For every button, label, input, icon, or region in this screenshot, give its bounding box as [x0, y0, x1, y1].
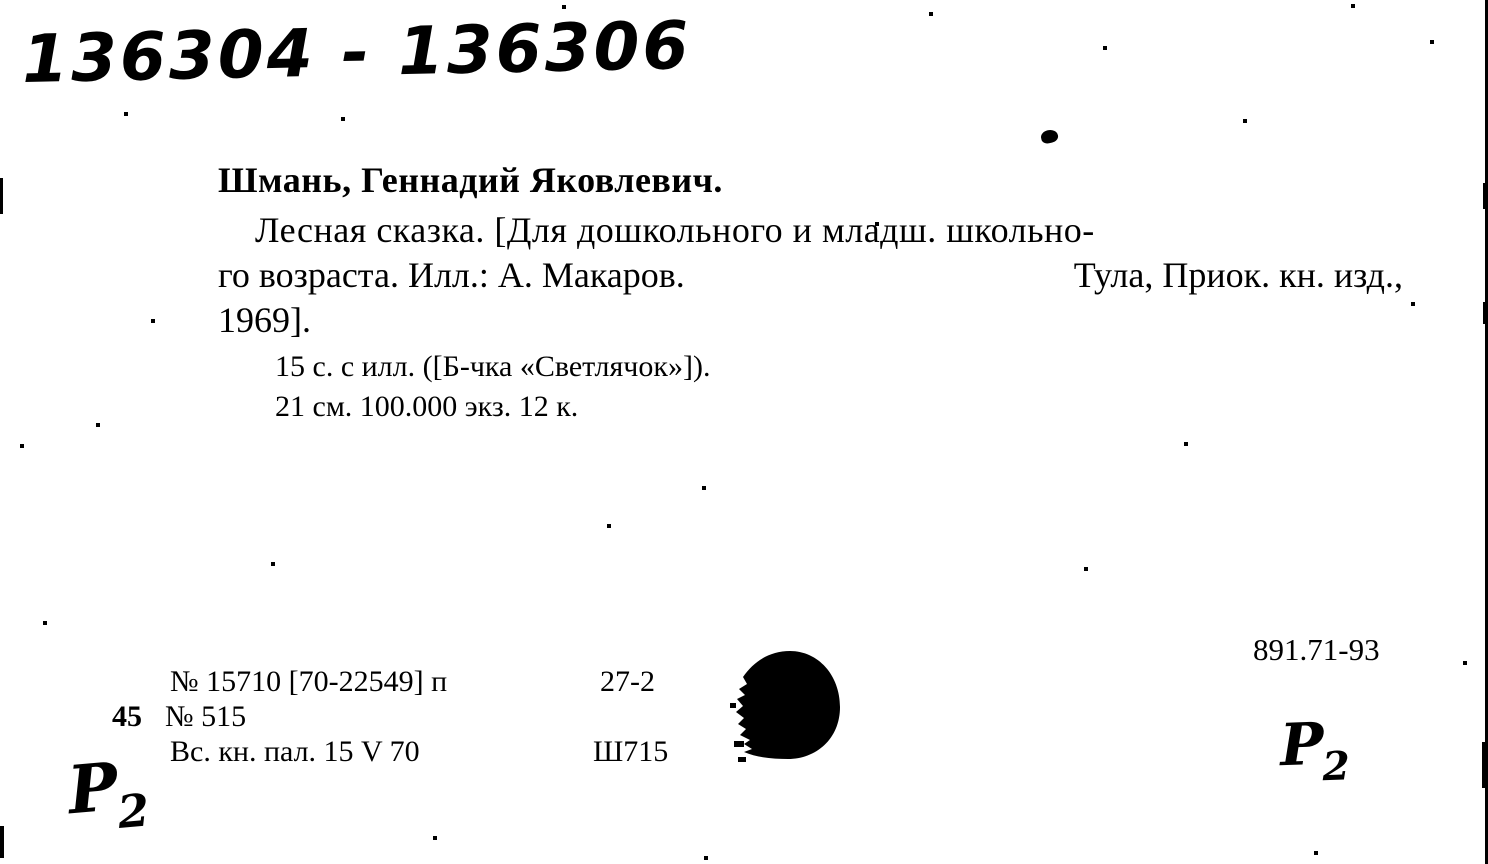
handwritten-mark-right-subscript: 2: [1321, 743, 1351, 791]
handwritten-mark-right-letter: Р: [1278, 709, 1325, 780]
classification-number: 891.71-93: [1253, 632, 1380, 667]
title-line-2-right: Тула, Приок. кн. изд.,: [1073, 255, 1403, 295]
accession-number-handwritten: 136304 - 136306: [21, 6, 693, 99]
title-line-2-left: го возраста. Илл.: А. Макаров.: [218, 255, 685, 295]
registry-code: 27-2: [600, 665, 655, 698]
registry-prefix: 45: [112, 700, 142, 733]
book-chamber-date-line: Вс. кн. пал. 15 V 70: [170, 735, 420, 768]
scan-noise-dots: [0, 0, 2, 2]
author-shelf-code: Ш715: [593, 735, 669, 768]
size-printrun-line: 21 см. 100.000 экз. 12 к.: [275, 390, 579, 423]
title-line-2: [218, 255, 1403, 295]
handwritten-mark-left-subscript: 2: [115, 783, 152, 839]
scan-edge-artifact: [0, 826, 4, 858]
ink-blot: [700, 645, 850, 775]
registry-secondary-number: № 515: [165, 700, 247, 733]
handwritten-mark-left-letter: Р: [64, 747, 122, 830]
scan-edge-artifact: [1483, 302, 1488, 324]
scan-edge-artifact: [0, 178, 3, 214]
title-line-3: 1969].: [218, 300, 311, 340]
title-line-1: Лесная сказка. [Для дошкольного и младш. школьно-: [255, 210, 1095, 250]
author-heading: Шмань, Геннадий Яковлевич.: [218, 160, 723, 200]
ink-speck: [1040, 128, 1059, 144]
handwritten-mark-left: [64, 745, 152, 839]
registry-number-line: № 15710 [70-22549] п: [170, 665, 448, 698]
handwritten-mark-right: [1278, 709, 1351, 791]
scan-edge-artifact: [1483, 183, 1488, 209]
collation-line: 15 с. с илл. ([Б-чка «Светлячок»]).: [275, 350, 711, 383]
scan-edge-artifact: [1482, 742, 1488, 788]
